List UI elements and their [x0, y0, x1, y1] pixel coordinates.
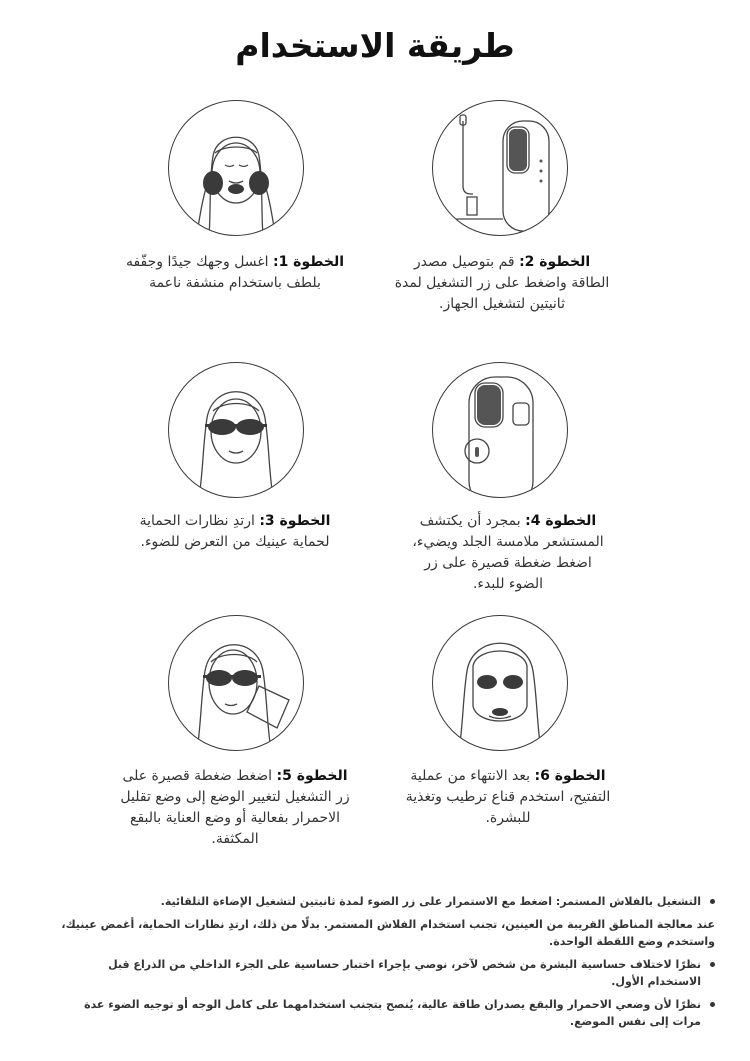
step-5-illustration [168, 615, 304, 751]
device-button-icon [433, 363, 567, 497]
device-plugged-icon [433, 101, 567, 235]
step-5-caption [120, 766, 350, 850]
step-6-illustration [432, 615, 568, 751]
step-3-text: ارتدِ نظارات الحماية لحماية عينيك من التعرض للضوء. [139, 513, 330, 550]
face-washing-icon [169, 101, 303, 235]
step-6-text: بعد الانتهاء من عملية التفتيح، استخدم قناع ترطيب وتغذية للبشرة. [405, 768, 611, 826]
face-device-icon [169, 616, 303, 750]
step-2-label: الخطوة 2: [519, 254, 591, 270]
note-2: عند معالجة المناطق القريبة من العينين، تجنب استخدام الفلاش المستمر. بدلًا من ذلك، ارتدِ نظارات الحماية، أغمض عينيك، واستخدم وضع اللقطة الواحدة. [61, 918, 715, 948]
step-4-text: بمجرد أن يكتشف المستشعر ملامسة الجلد ويضيء، اضغط ضغطة قصيرة على زر الضوء للبدء. [412, 513, 604, 592]
note-1: التشغيل بالفلاش المستمر: اضغط مع الاستمرار على زر الضوء لمدة ثانيتين لتشغيل الإضاءة التلقائية. [55, 893, 715, 910]
step-2-text: قم بتوصيل مصدر الطاقة واضغط على زر التشغيل لمدة ثانيتين لتشغيل الجهاز. [394, 254, 610, 312]
step-1-caption [120, 252, 350, 294]
step-1-illustration [168, 100, 304, 236]
step-5-label: الخطوة 5: [276, 768, 348, 784]
face-mask-icon [433, 616, 567, 750]
page-title: طريقة الاستخدام [235, 26, 515, 65]
step-5-text: اضغط ضغطة قصيرة على زر التشغيل لتغيير الوضع إلى وضع تقليل الاحمرار بفعالية أو وضع العناية بالبقع المكثفة. [120, 768, 350, 847]
step-4-illustration [432, 362, 568, 498]
step-3-illustration [168, 362, 304, 498]
step-1-label: الخطوة 1: [272, 254, 345, 270]
step-2-caption [393, 252, 611, 315]
face-goggles-icon [169, 363, 303, 497]
step-6-label: الخطوة 6: [534, 768, 606, 784]
step-6-caption [405, 766, 611, 829]
usage-notes [55, 893, 715, 1036]
step-4-caption [405, 511, 611, 595]
step-1-text: اغسل وجهك جيدًا وجفّفه بلطف باستخدام منشفة ناعمة [125, 254, 321, 291]
step-3-label: الخطوة 3: [259, 513, 331, 529]
step-3-caption [120, 511, 350, 553]
note-4: نظرًا لأن وضعي الاحمرار والبقع يصدران طاقة عالية، يُنصح بتجنب استخدامهما على كامل الوجه أو توجيه الضوء عدة مرات إلى نفس الموضع. [55, 996, 715, 1030]
step-4-label: الخطوة 4: [525, 513, 597, 529]
note-3: نظرًا لاختلاف حساسية البشرة من شخص لآخر، نوصي بإجراء اختبار حساسية على الجزء الداخلي من الذراع قبل الاستخدام الأول. [55, 956, 715, 990]
step-2-illustration [432, 100, 568, 236]
